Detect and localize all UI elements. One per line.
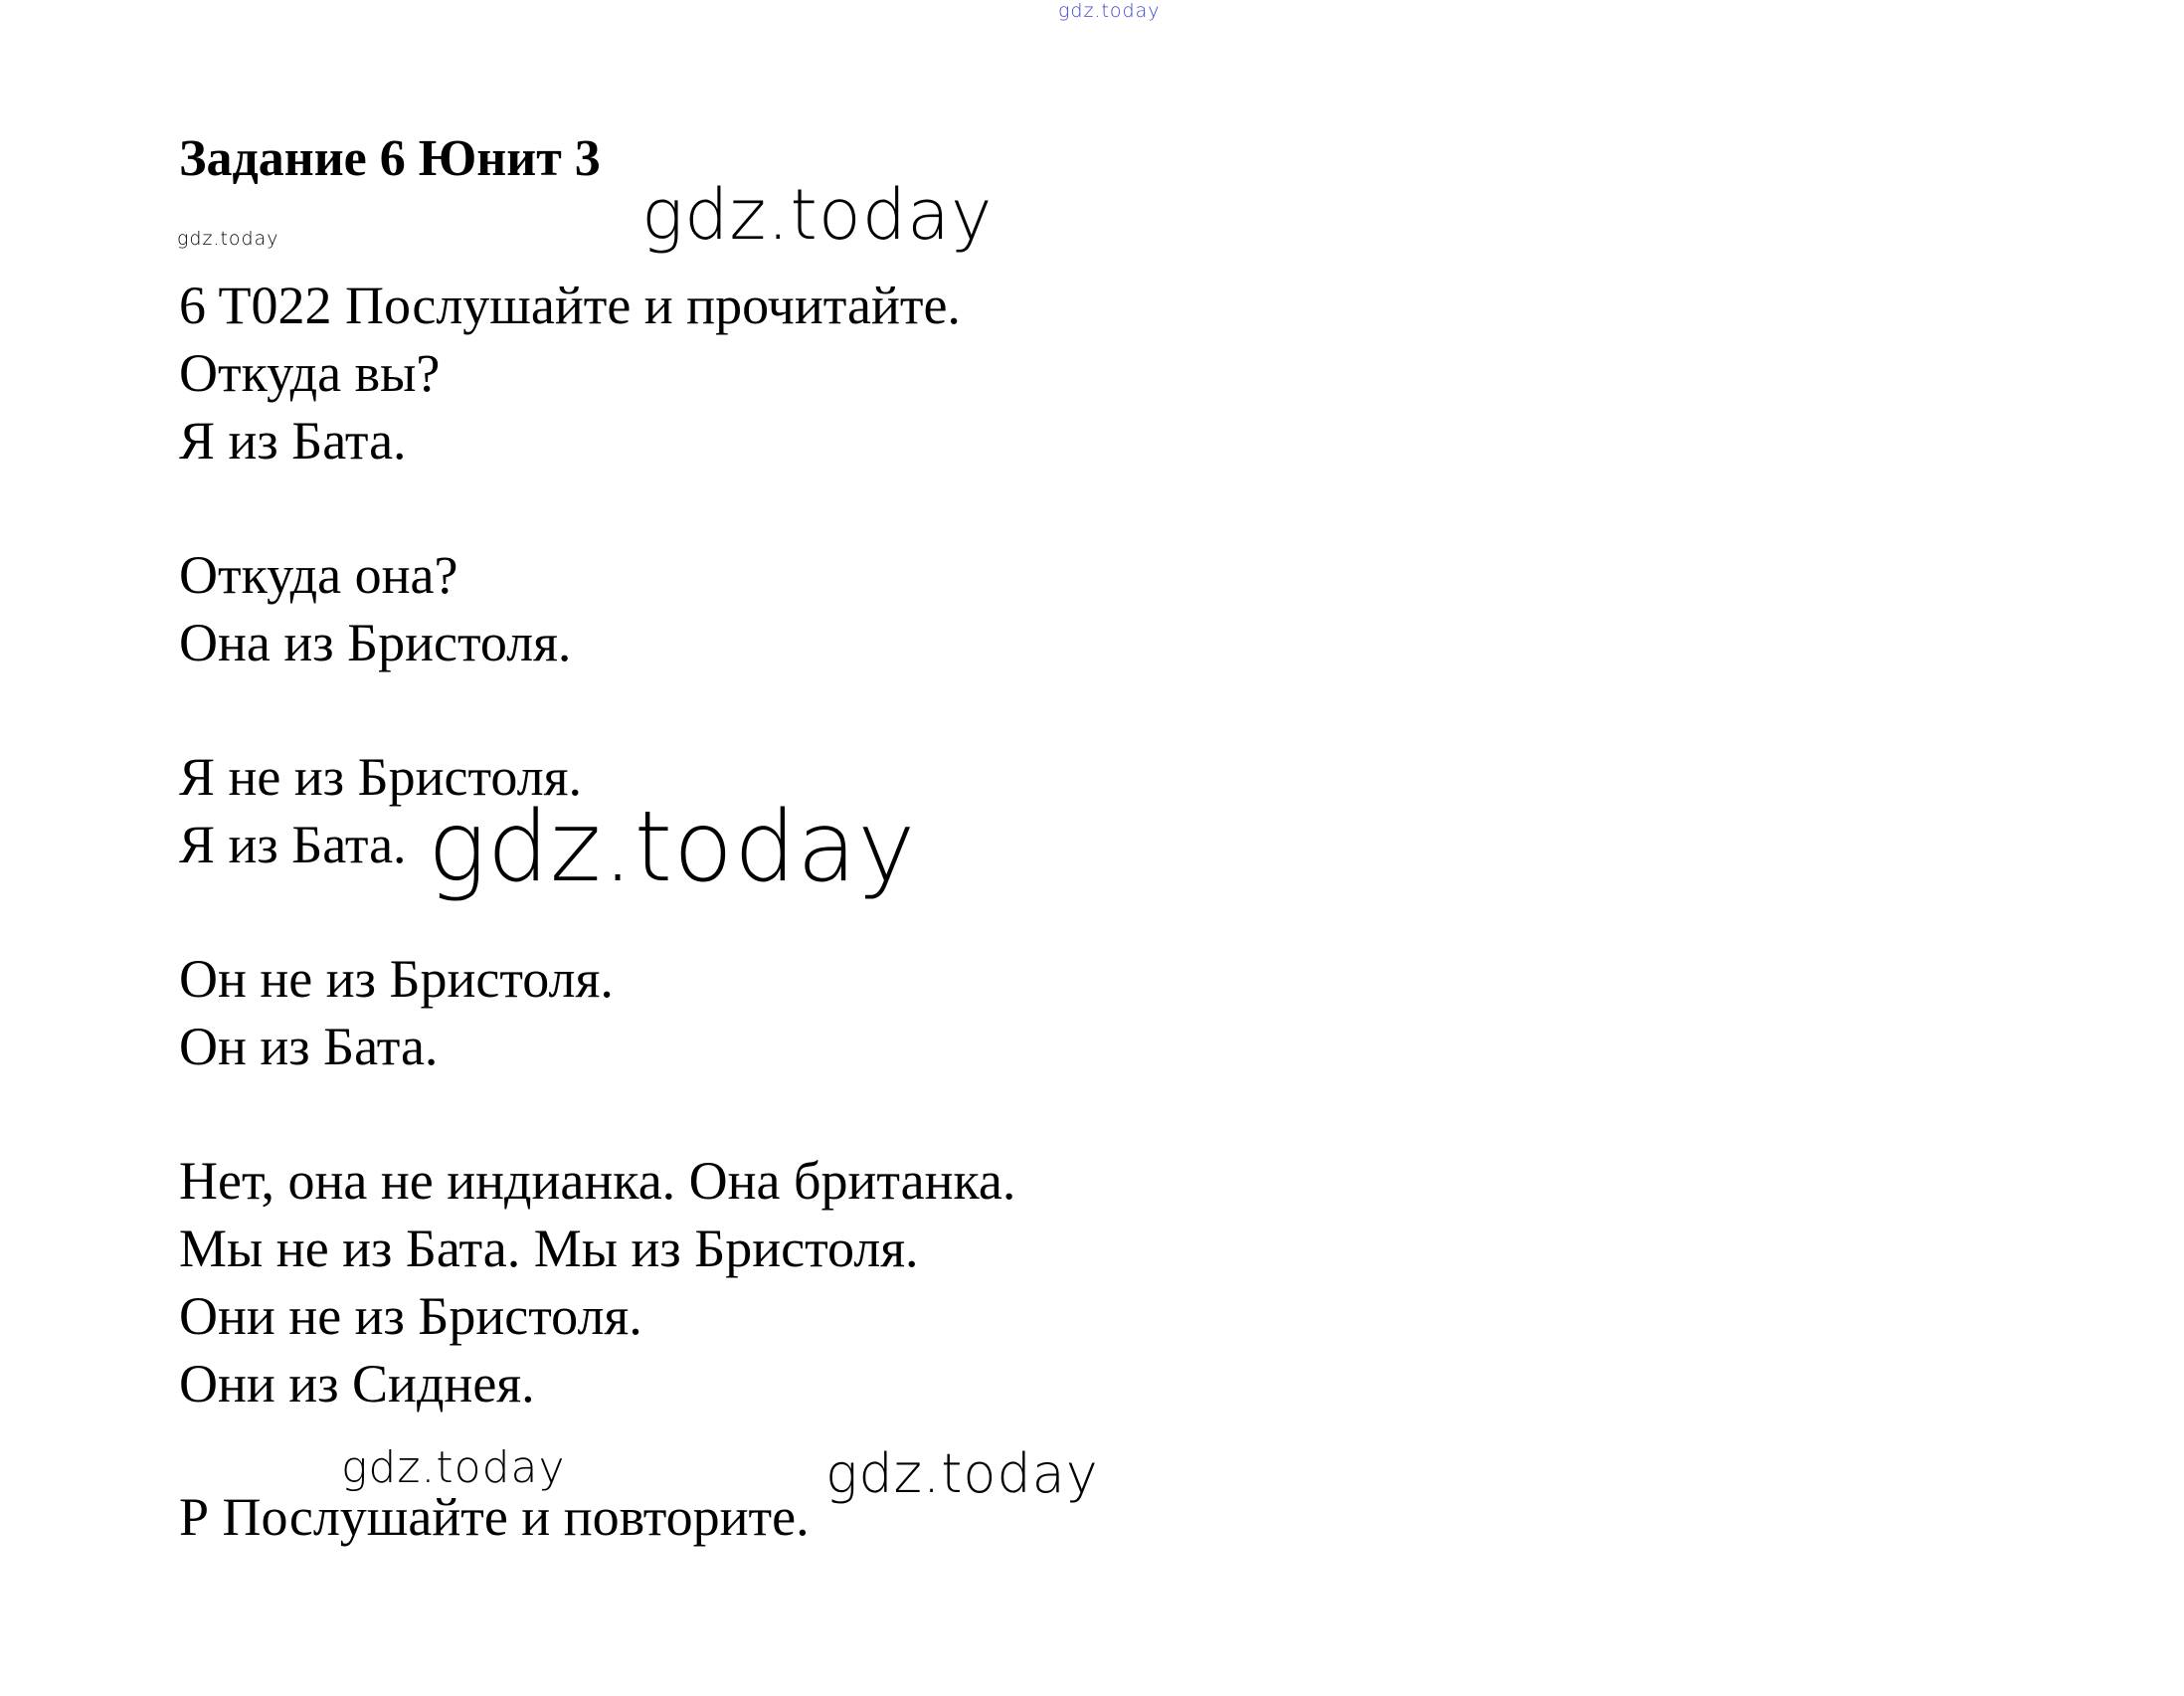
watermark-bottom-left: gdz.today <box>341 1442 566 1493</box>
text-line: Они из Сиднея. <box>179 1354 535 1413</box>
text-line: Я из Бата. <box>179 411 407 471</box>
text-line: Нет, она не индианка. Она британка. <box>179 1151 1016 1211</box>
text-line: Я из Бата. <box>179 815 407 874</box>
text-line: Откуда она? <box>179 545 458 605</box>
watermark-large: gdz.today <box>428 791 917 904</box>
text-line: Откуда вы? <box>179 343 441 403</box>
text-line: Он из Бата. <box>179 1017 439 1076</box>
text-line: Они не из Бристоля. <box>179 1286 642 1346</box>
page-title: Задание 6 Юнит 3 <box>179 130 601 187</box>
watermark-medium: gdz.today <box>641 174 994 256</box>
watermark-top: gdz.today <box>1058 0 1161 22</box>
watermark-bottom-right: gdz.today <box>825 1442 1099 1505</box>
text-line: Мы не из Бата. Мы из Бристоля. <box>179 1219 919 1278</box>
text-line: Он не из Бристоля. <box>179 949 614 1009</box>
text-line-instruction: Р Послушайте и повторите. <box>179 1487 810 1547</box>
watermark-small: gdz.today <box>177 228 279 250</box>
text-line: Она из Бристоля. <box>179 613 572 672</box>
text-line-instruction: 6 T022 Послушайте и прочитайте. <box>179 276 961 335</box>
text-line: Я не из Бристоля. <box>179 747 582 807</box>
